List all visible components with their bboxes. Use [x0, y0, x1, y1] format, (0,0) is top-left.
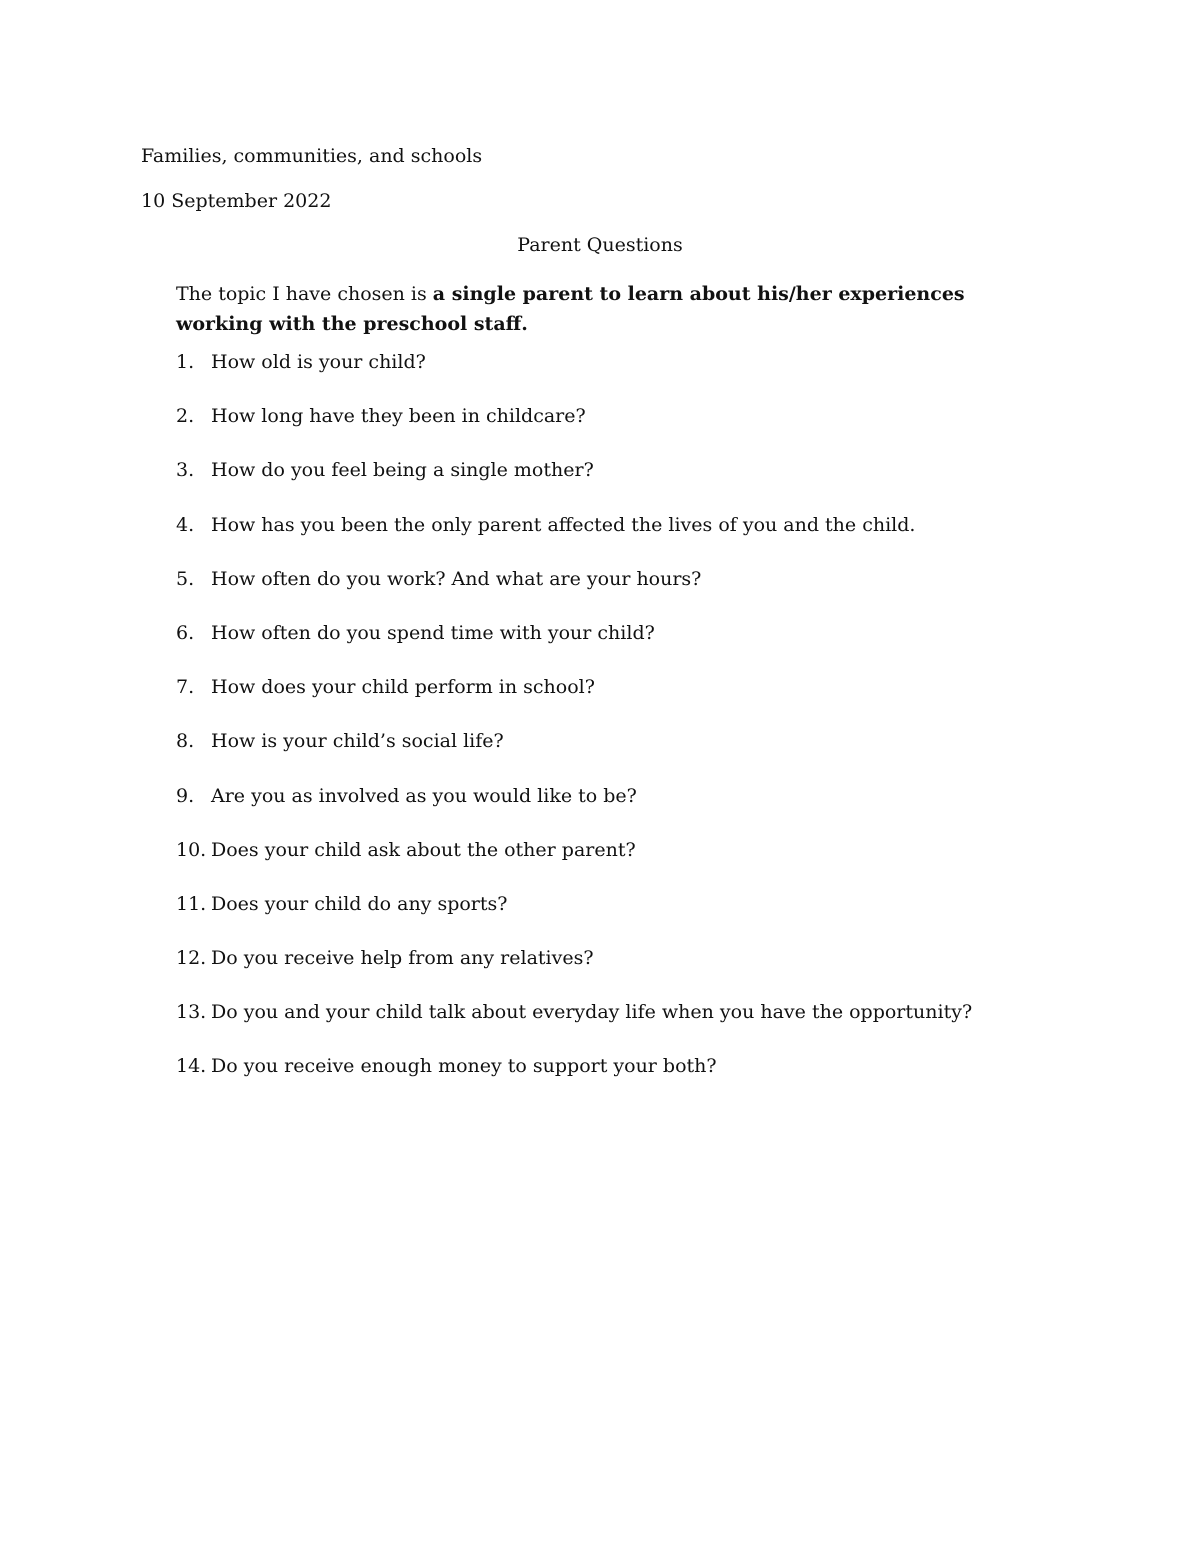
question-number: 4.	[176, 513, 195, 536]
question-item	[176, 350, 1076, 404]
question-item	[176, 621, 1076, 675]
topic-prefix: The topic I have chosen is	[176, 283, 433, 305]
question-item	[176, 838, 1076, 892]
question-text: Does your child do any sports?	[211, 892, 508, 915]
document-title: Parent Questions	[517, 234, 683, 256]
course-name: Families, communities, and schools	[141, 145, 483, 167]
question-item	[176, 1000, 1076, 1054]
topic-statement	[176, 279, 1056, 339]
question-text: How long have they been in childcare?	[211, 405, 586, 428]
question-text: How often do you spend time with your child?	[211, 621, 655, 644]
question-number: 1.	[176, 351, 195, 373]
question-text: How old is your child?	[211, 351, 426, 373]
question-number: 8.	[176, 730, 195, 753]
question-text: How do you feel being a single mother?	[211, 459, 594, 482]
question-number: 12.	[176, 947, 207, 970]
question-text: How is your child’s social life?	[211, 730, 504, 753]
question-text: Do you receive help from any relatives?	[211, 947, 594, 970]
question-item	[176, 729, 1076, 783]
question-number: 2.	[176, 405, 195, 428]
question-text: Do you receive enough money to support your both?	[211, 1055, 717, 1078]
question-text: How has you been the only parent affected the lives of you and the child.	[211, 513, 916, 536]
question-number: 6.	[176, 621, 195, 644]
question-item	[176, 892, 1076, 946]
question-number: 5.	[176, 567, 195, 590]
question-item	[176, 458, 1076, 512]
question-item	[176, 513, 1076, 567]
question-number: 13.	[176, 1001, 207, 1024]
question-number: 10.	[176, 838, 207, 861]
question-text: How does your child perform in school?	[211, 676, 595, 699]
question-number: 7.	[176, 676, 195, 699]
document-date: 10 September 2022	[141, 190, 332, 212]
question-text: Are you as involved as you would like to be?	[211, 784, 637, 807]
question-item	[176, 567, 1076, 621]
question-number: 11.	[176, 892, 207, 915]
question-number: 14.	[176, 1055, 207, 1078]
topic-bold-text: a single parent to learn about his/her experiences working with the preschool staff.	[176, 283, 965, 335]
question-number: 9.	[176, 784, 195, 807]
question-text: Do you and your child talk about everyday life when you have the opportunity?	[211, 1001, 973, 1024]
question-text: Does your child ask about the other parent?	[211, 838, 636, 861]
question-list	[176, 350, 1076, 1109]
question-item	[176, 404, 1076, 458]
question-item	[176, 946, 1076, 1000]
question-item	[176, 1054, 1076, 1108]
question-item	[176, 784, 1076, 838]
question-text: How often do you work? And what are your hours?	[211, 567, 702, 590]
question-item	[176, 675, 1076, 729]
question-number: 3.	[176, 459, 195, 482]
